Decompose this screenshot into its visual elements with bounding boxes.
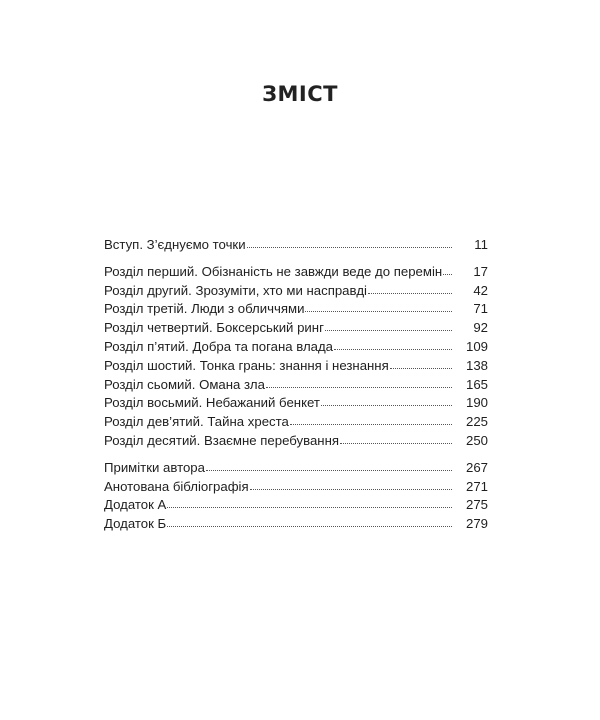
toc-entry-title: Розділ десятий. Взаємне перебування <box>104 432 340 448</box>
toc-group-back-matter <box>104 459 488 534</box>
toc-entry-title: Додаток Б <box>104 516 167 532</box>
dot-leader <box>443 271 452 275</box>
toc-entry-title: Розділ дев’ятий. Тайна хреста <box>104 414 289 430</box>
toc-entry-page-number: 250 <box>465 432 488 448</box>
toc-entry-title: Розділ сьомий. Омана зла <box>104 376 265 392</box>
dot-leader <box>325 327 452 331</box>
dot-leader <box>206 467 452 471</box>
toc-group-chapters <box>104 263 488 451</box>
toc-entry-title: Розділ другий. Зрозуміти, хто ми насправді <box>104 282 367 298</box>
toc-entry <box>104 338 488 357</box>
dot-leader <box>167 523 452 527</box>
dot-leader <box>167 504 452 508</box>
toc-entry <box>104 319 488 338</box>
toc-entry <box>104 236 488 255</box>
toc-entry-title: Вступ. З’єднуємо точки <box>104 237 246 252</box>
toc-entry-title: Розділ третій. Люди з обличчями <box>104 301 305 317</box>
dot-leader <box>247 244 452 248</box>
dot-leader <box>250 486 452 490</box>
toc-entry <box>104 515 488 534</box>
toc-entry-page-number: 109 <box>465 338 488 354</box>
toc-entry-page-number: 165 <box>465 376 488 392</box>
dot-leader <box>321 402 452 406</box>
toc-entry-title: Примітки автора <box>104 459 205 475</box>
toc-entry-title: Розділ шостий. Тонка грань: знання і незнання <box>104 357 389 373</box>
toc-entry-page-number: 17 <box>473 263 488 279</box>
toc-entry <box>104 300 488 319</box>
dot-leader <box>340 440 452 444</box>
page-title: ЗМІСТ <box>262 82 338 106</box>
toc-entry-title: Анотована бібліографія <box>104 478 249 494</box>
toc-entry-page-number: 42 <box>473 282 488 298</box>
toc-entry-page-number: 267 <box>465 459 488 475</box>
toc-entry-page-number: 92 <box>473 320 488 336</box>
table-of-contents <box>104 236 488 542</box>
dot-leader <box>390 365 452 369</box>
toc-entry <box>104 357 488 376</box>
toc-entry-page-number: 225 <box>465 414 488 430</box>
toc-entry-title: Розділ п’ятий. Добра та погана влада <box>104 338 334 354</box>
dot-leader <box>305 308 452 312</box>
toc-entry-page-number: 279 <box>465 516 488 532</box>
toc-entry <box>104 459 488 478</box>
toc-entry-page-number: 11 <box>474 237 488 252</box>
toc-entry-page-number: 138 <box>465 357 488 373</box>
toc-entry <box>104 376 488 395</box>
toc-entry-title: Додаток А <box>104 497 167 513</box>
toc-group-intro <box>104 236 488 255</box>
toc-entry <box>104 432 488 451</box>
toc-entry-title: Розділ перший. Обізнаність не завжди веде до перемін <box>104 263 443 279</box>
dot-leader <box>266 384 452 388</box>
dot-leader <box>368 290 452 294</box>
toc-entry-title: Розділ четвертий. Боксерський ринг <box>104 320 324 336</box>
toc-entry <box>104 478 488 497</box>
toc-entry-page-number: 71 <box>473 301 488 317</box>
dot-leader <box>290 421 452 425</box>
toc-entry-page-number: 271 <box>465 478 488 494</box>
toc-entry <box>104 263 488 282</box>
toc-entry-page-number: 275 <box>465 497 488 513</box>
toc-entry <box>104 496 488 515</box>
toc-entry-title: Розділ восьмий. Небажаний бенкет <box>104 395 320 411</box>
toc-entry <box>104 394 488 413</box>
toc-entry-page-number: 190 <box>465 395 488 411</box>
toc-entry <box>104 282 488 301</box>
dot-leader <box>334 346 452 350</box>
toc-entry <box>104 413 488 432</box>
